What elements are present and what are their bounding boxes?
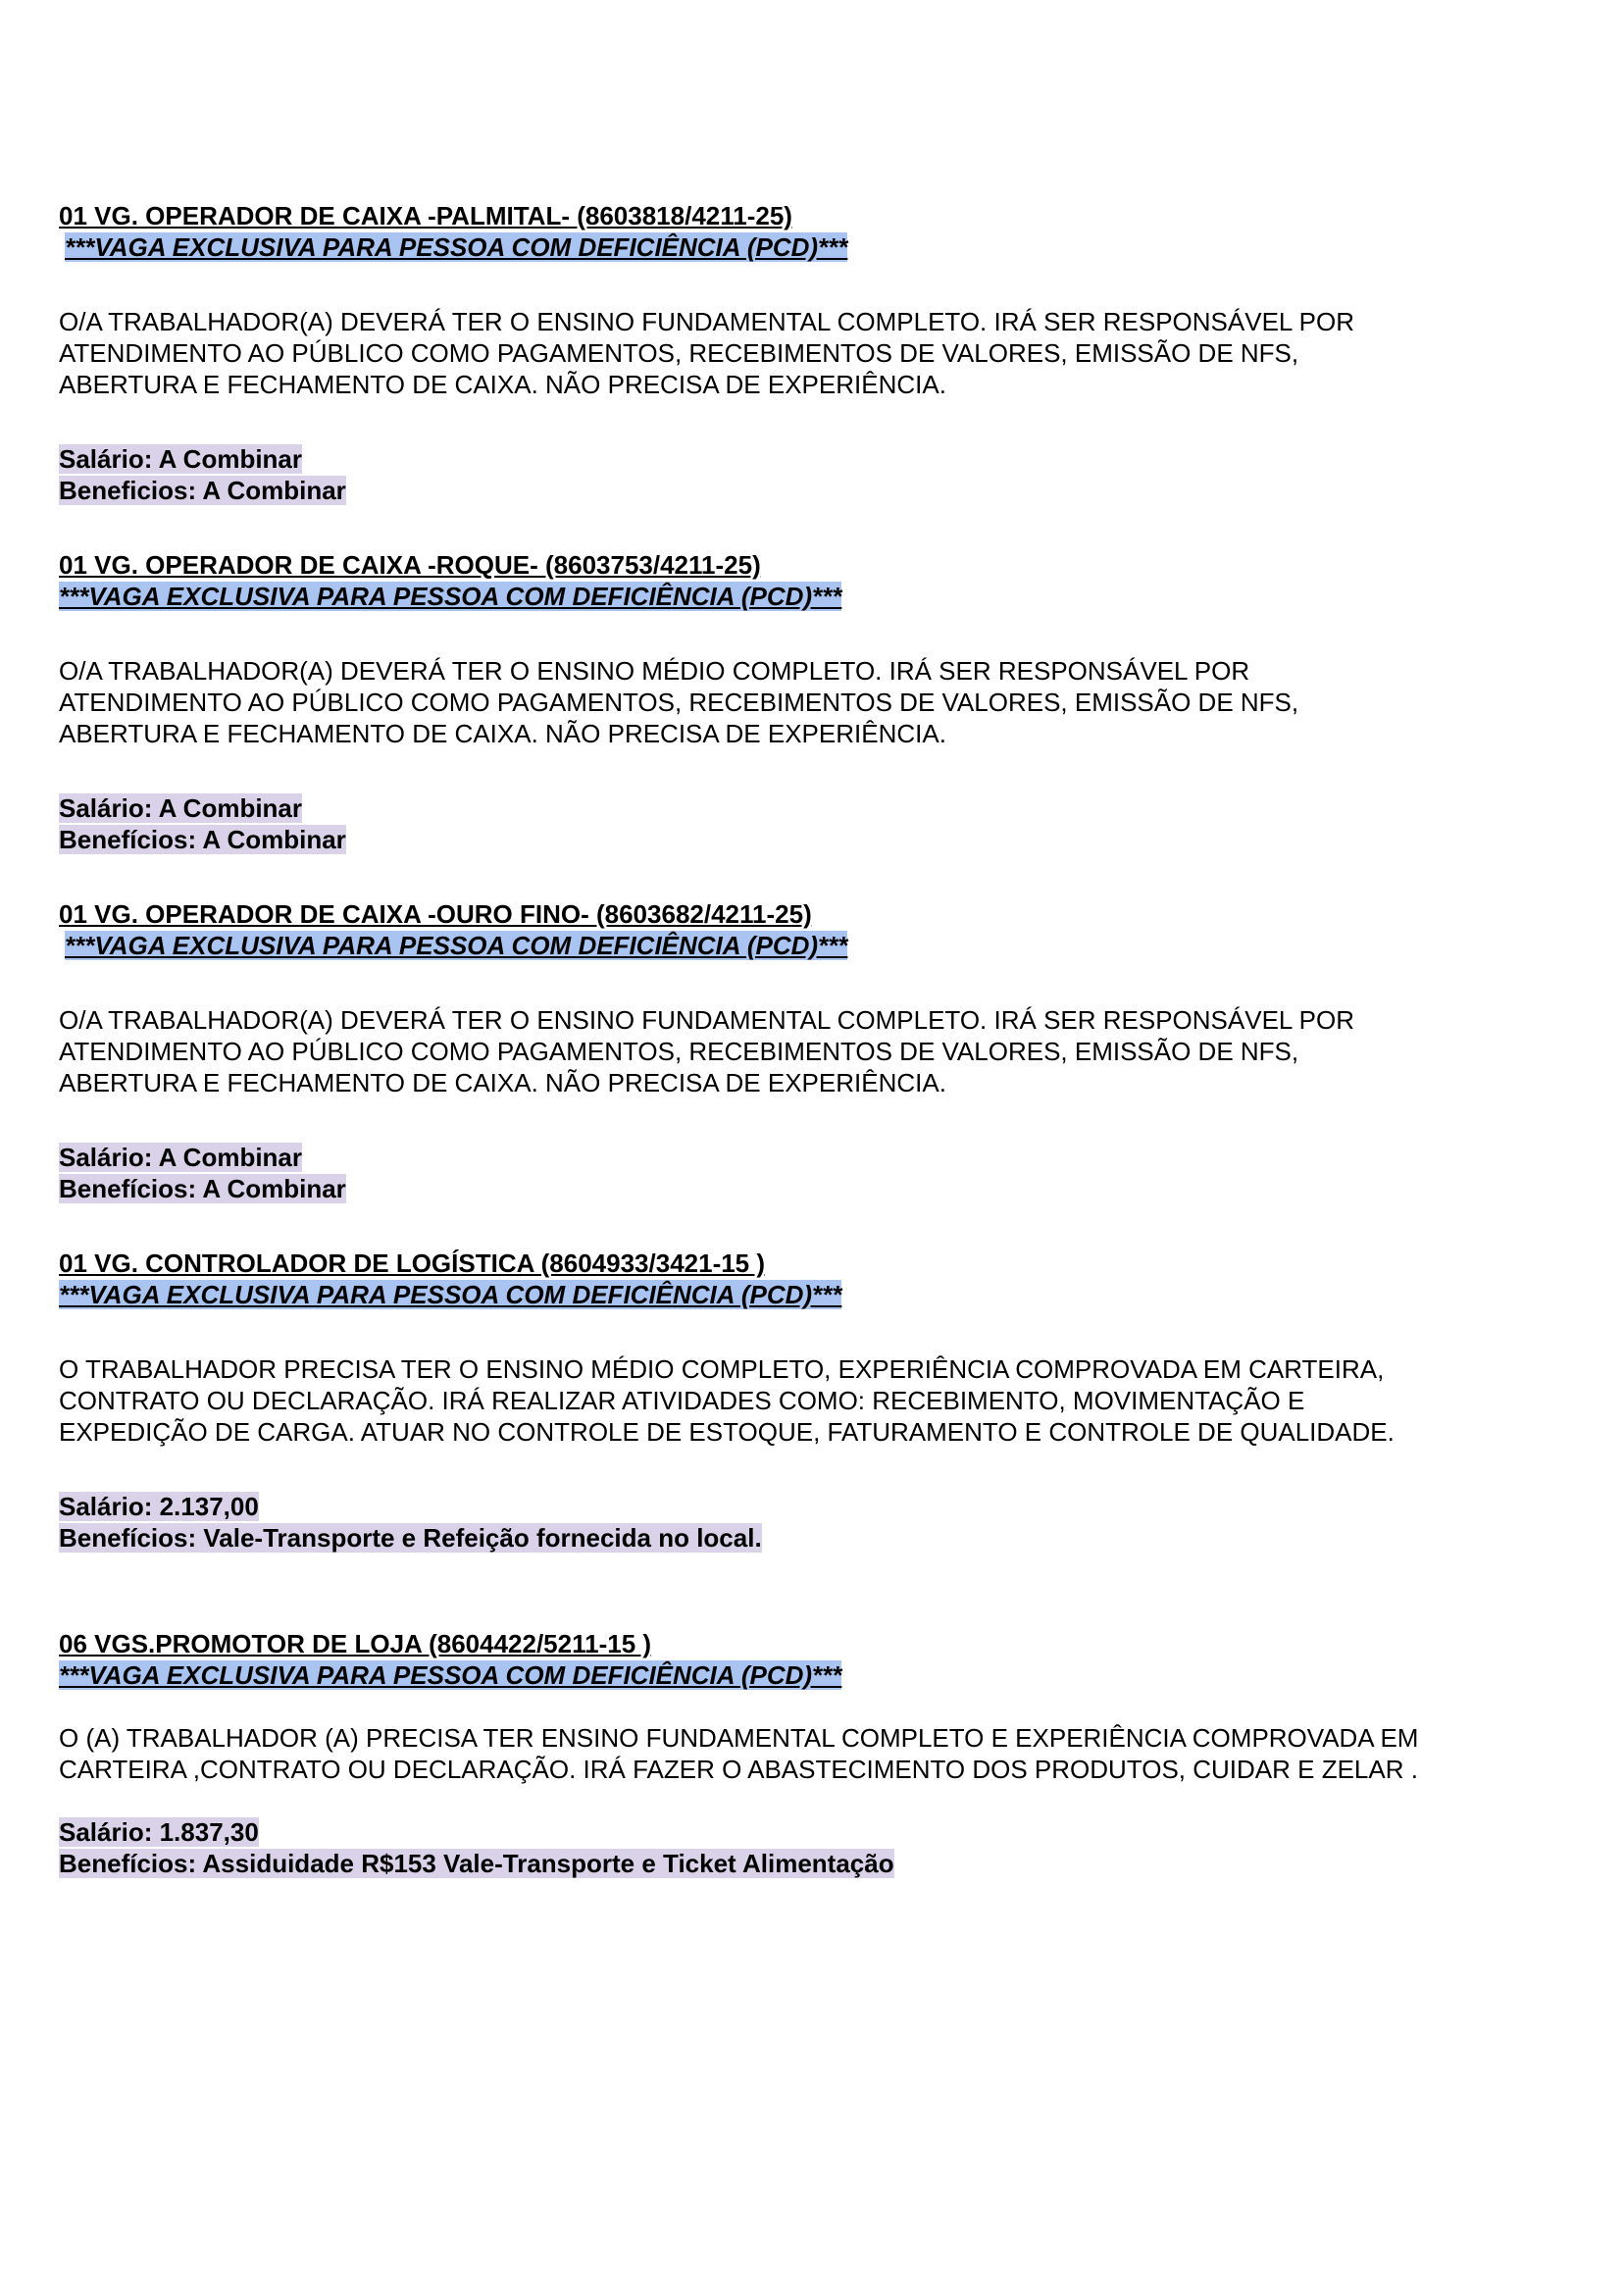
description-line: ATENDIMENTO AO PÚBLICO COMO PAGAMENTOS, RECEBIMENTOS DE VALORES, EMISSÃO DE NFS,: [59, 688, 1299, 717]
job-description: [59, 1004, 1565, 1098]
pcd-exclusive-label: ***VAGA EXCLUSIVA PARA PESSOA COM DEFICIÊNCIA (PCD)***: [59, 582, 842, 611]
salary-text: Salário: 2.137,00: [59, 1492, 259, 1521]
job-listing: [59, 1248, 1565, 1554]
job-listing: [59, 1628, 1565, 1879]
pay-block: [59, 1491, 1565, 1554]
pcd-exclusive-label: ***VAGA EXCLUSIVA PARA PESSOA COM DEFICIÊNCIA (PCD)***: [65, 232, 848, 262]
description-line: ABERTURA E FECHAMENTO DE CAIXA. NÃO PRECISA DE EXPERIÊNCIA.: [59, 1068, 946, 1097]
description-line: CONTRATO OU DECLARAÇÃO. IRÁ REALIZAR ATIVIDADES COMO: RECEBIMENTO, MOVIMENTAÇÃO E: [59, 1386, 1305, 1415]
description-line: CARTEIRA ,CONTRATO OU DECLARAÇÃO. IRÁ FAZER O ABASTECIMENTO DOS PRODUTOS, CUIDAR E ZELAR .: [59, 1755, 1418, 1784]
description-line: ATENDIMENTO AO PÚBLICO COMO PAGAMENTOS, RECEBIMENTOS DE VALORES, EMISSÃO DE NFS,: [59, 1037, 1299, 1066]
job-listing: [59, 200, 1565, 506]
benefits-text: Benefícios: Assiduidade R$153 Vale-Transporte e Ticket Alimentação: [59, 1849, 894, 1878]
description-line: ABERTURA E FECHAMENTO DE CAIXA. NÃO PRECISA DE EXPERIÊNCIA.: [59, 370, 946, 399]
job-description: [59, 1353, 1565, 1448]
salary-text: Salário: 1.837,30: [59, 1817, 259, 1847]
job-title: 01 VG. CONTROLADOR DE LOGÍSTICA (8604933/3421-15 ): [59, 1249, 766, 1278]
pcd-exclusive-label: ***VAGA EXCLUSIVA PARA PESSOA COM DEFICIÊNCIA (PCD)***: [65, 931, 848, 960]
description-line: O TRABALHADOR PRECISA TER O ENSINO MÉDIO COMPLETO, EXPERIÊNCIA COMPROVADA EM CARTEIRA,: [59, 1354, 1385, 1384]
description-line: O/A TRABALHADOR(A) DEVERÁ TER O ENSINO MÉDIO COMPLETO. IRÁ SER RESPONSÁVEL POR: [59, 656, 1250, 686]
benefits-text: Benefícios: A Combinar: [59, 1174, 346, 1203]
job-description: [59, 1722, 1565, 1785]
description-line: EXPEDIÇÃO DE CARGA. ATUAR NO CONTROLE DE ESTOQUE, FATURAMENTO E CONTROLE DE QUALIDADE.: [59, 1417, 1395, 1447]
job-description: [59, 655, 1565, 749]
salary-text: Salário: A Combinar: [59, 793, 303, 823]
pay-block: [59, 792, 1565, 855]
benefits-text: Benefícios: A Combinar: [59, 825, 346, 854]
pay-block: [59, 1816, 1565, 1879]
description-line: O/A TRABALHADOR(A) DEVERÁ TER O ENSINO FUNDAMENTAL COMPLETO. IRÁ SER RESPONSÁVEL POR: [59, 307, 1354, 336]
pcd-exclusive-label: ***VAGA EXCLUSIVA PARA PESSOA COM DEFICIÊNCIA (PCD)***: [59, 1660, 842, 1690]
benefits-text: Benefícios: Vale-Transporte e Refeição fornecida no local.: [59, 1523, 762, 1553]
pcd-exclusive-label: ***VAGA EXCLUSIVA PARA PESSOA COM DEFICIÊNCIA (PCD)***: [59, 1280, 842, 1309]
description-line: O/A TRABALHADOR(A) DEVERÁ TER O ENSINO FUNDAMENTAL COMPLETO. IRÁ SER RESPONSÁVEL POR: [59, 1005, 1354, 1035]
benefits-text: Beneficios: A Combinar: [59, 476, 346, 505]
job-title: 06 VGS.PROMOTOR DE LOJA (8604422/5211-15 ): [59, 1629, 652, 1658]
job-listing: [59, 898, 1565, 1204]
job-description: [59, 306, 1565, 400]
description-line: ABERTURA E FECHAMENTO DE CAIXA. NÃO PRECISA DE EXPERIÊNCIA.: [59, 719, 946, 748]
job-title: 01 VG. OPERADOR DE CAIXA -OURO FINO- (8603682/4211-25): [59, 899, 812, 929]
salary-text: Salário: A Combinar: [59, 1143, 303, 1172]
description-line: ATENDIMENTO AO PÚBLICO COMO PAGAMENTOS, RECEBIMENTOS DE VALORES, EMISSÃO DE NFS,: [59, 338, 1299, 368]
job-title: 01 VG. OPERADOR DE CAIXA -ROQUE- (8603753/4211-25): [59, 550, 761, 580]
job-title: 01 VG. OPERADOR DE CAIXA -PALMITAL- (8603818/4211-25): [59, 201, 792, 230]
description-line: O (A) TRABALHADOR (A) PRECISA TER ENSINO FUNDAMENTAL COMPLETO E EXPERIÊNCIA COMPROVADA EM: [59, 1723, 1419, 1753]
job-listing: [59, 549, 1565, 855]
pay-block: [59, 1142, 1565, 1204]
pay-block: [59, 443, 1565, 506]
salary-text: Salário: A Combinar: [59, 444, 303, 474]
